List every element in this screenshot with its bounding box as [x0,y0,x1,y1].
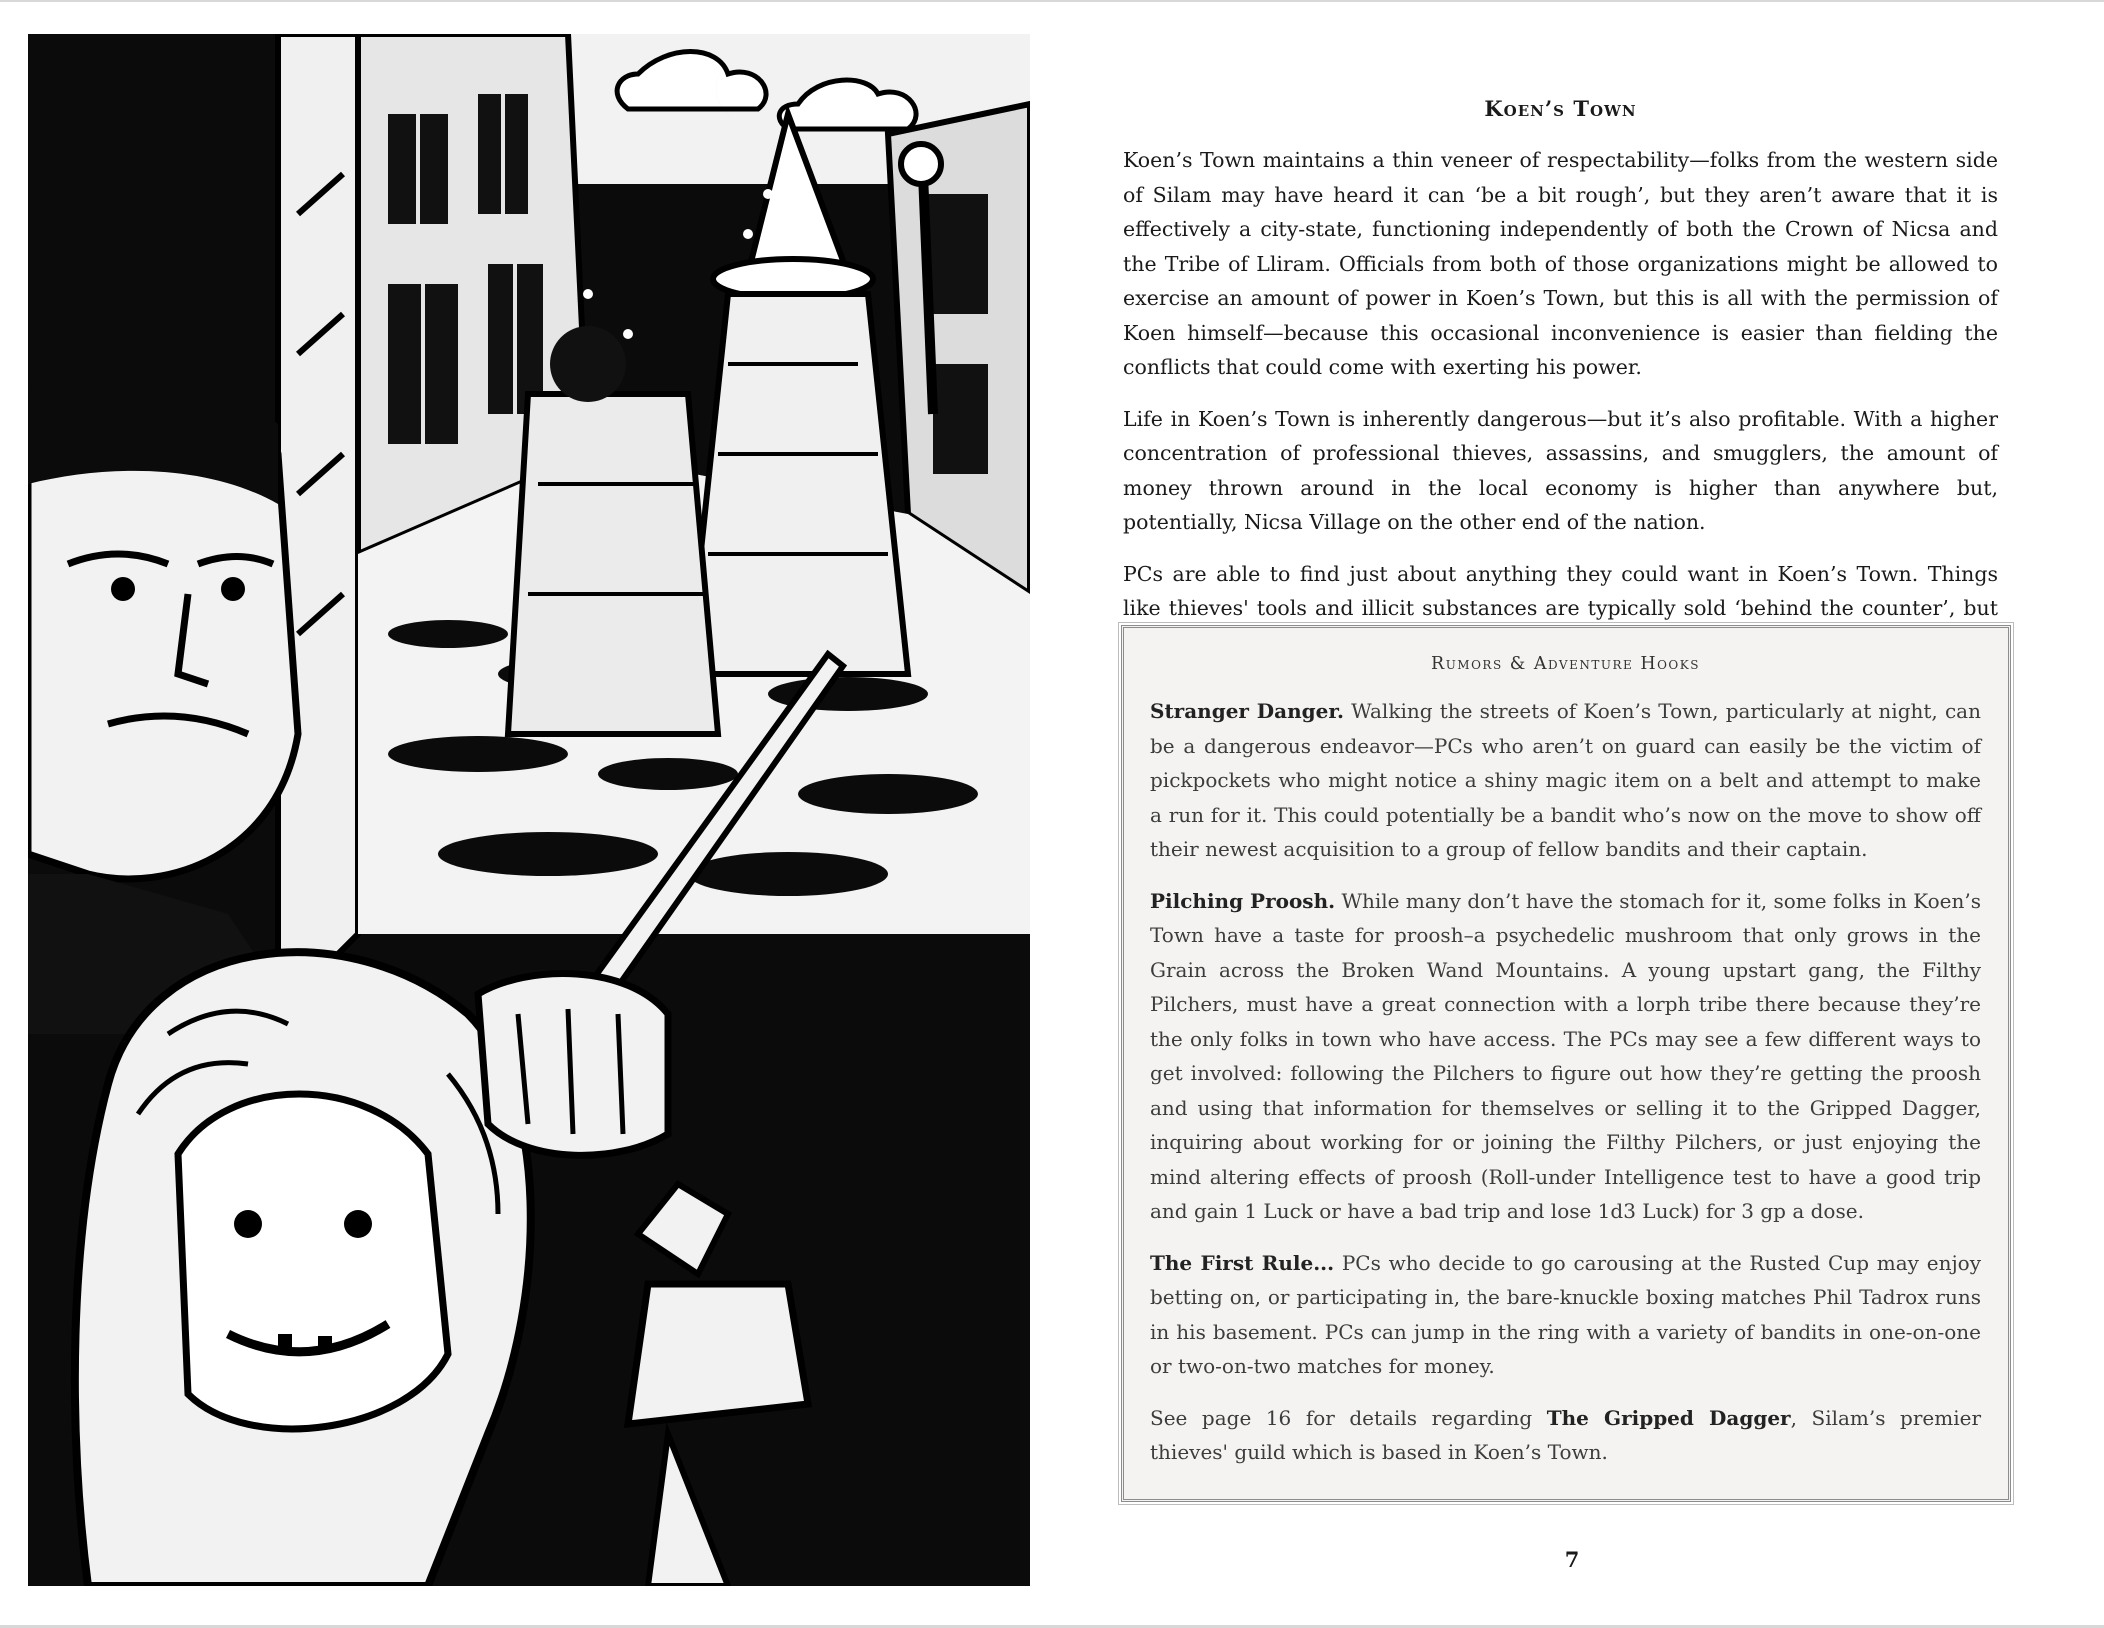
hook-text: PCs who decide to go carousing at the Rusted Cup may enjoy betting on, or participating in, the bare-knuckle boxing matches Phil Tadrox runs in his basement. PCs can jump in the ring with a variety of bandits in one-on-one or two-on-two matches for money. [1150,1250,1981,1378]
body-paragraph: Koen’s Town maintains a thin veneer of respectability—folks from the western side of Silam may have heard it can ‘be a bit rough’, but they aren’t aware that it is effectively a city-state, functioning independently of both the Crown of Nicsa and the Tribe of Lliram. Officials from both of those organizations might be allowed to exercise an amount of power in Koen’s Town, but this is all with the permission of Koen himself—because this occasional inconvenience is easier than fielding the conflicts that could come with exerting his power. [1123,148,1998,379]
hook-paragraph [1150,694,1981,867]
footer-text-after: , Silam’s premier thieves' guild which is based in Koen’s Town. [1150,1405,1982,1464]
illustration [28,34,1030,1586]
hook-lead: Pilching Proosh. [1150,888,1336,913]
body-paragraph: PCs are able to find just about anything they could want in Koen’s Town. Things like thieves' tools and illicit substances are typically sold ‘behind the counter’, but [1123,561,1998,620]
hook-text: While many don’t have the stomach for it, some folks in Koen’s Town have a taste for proosh–a psychedelic mushroom that only grows in the Grain across the Broken Wand Mountains. A young upstart gang, the Filthy Pilchers, must have a great connection with a lorph tribe there because they’re the only folks in town who have access. The PCs may see a few different ways to get involved: following the Pilchers to figure out how they’re getting the proosh and using that information for themselves or selling it to the Gripped Dagger, inquiring about working for or joining the Filthy Pilchers, or just enjoying the mind altering effects of proosh (Roll-under Intelligence test to have a good trip and gain 1 Luck or have a bad trip and lose 1d3 Luck) for 3 gp a dose. [1150,888,1981,1223]
section-title: Koen’s Town [1484,96,1637,121]
hook-lead: Stranger Danger. [1150,699,1344,723]
page-number: 7 [1564,1547,1580,1572]
hook-lead: The First Rule... [1150,1250,1335,1275]
hook-paragraph [1150,884,1981,1229]
sidebar-title: Rumors & Adventure Hooks [1431,654,1700,674]
footer-bold-reference: The Gripped Dagger [1546,1405,1791,1430]
hook-text: Walking the streets of Koen’s Town, particularly at night, can be a dangerous endeavor—PCs who aren’t on guard can easily be the victim of pickpockets who might notice a shiny magic item on a belt and attempt to make a run for it. This could potentially be a bandit who’s now on the move to show off their newest acquisition to a group of fellow bandits and their captain. [1150,699,1981,861]
street-scene-illustration [28,34,1030,1586]
footer-text-before: See page 16 for details regarding [1150,1405,1547,1430]
sidebar-footer-note [1150,1401,1981,1470]
body-paragraph: Life in Koen’s Town is inherently dangerous—but it’s also profitable. With a higher concentration of professional thieves, assassins, and smugglers, the amount of money thrown around in the local economy is higher than anywhere but, potentially, Nicsa Village on the other end of the nation. [1123,406,1998,534]
rumors-sidebar-box [1121,625,2011,1502]
main-text-column [1123,96,1998,677]
hook-paragraph [1150,1246,1981,1384]
